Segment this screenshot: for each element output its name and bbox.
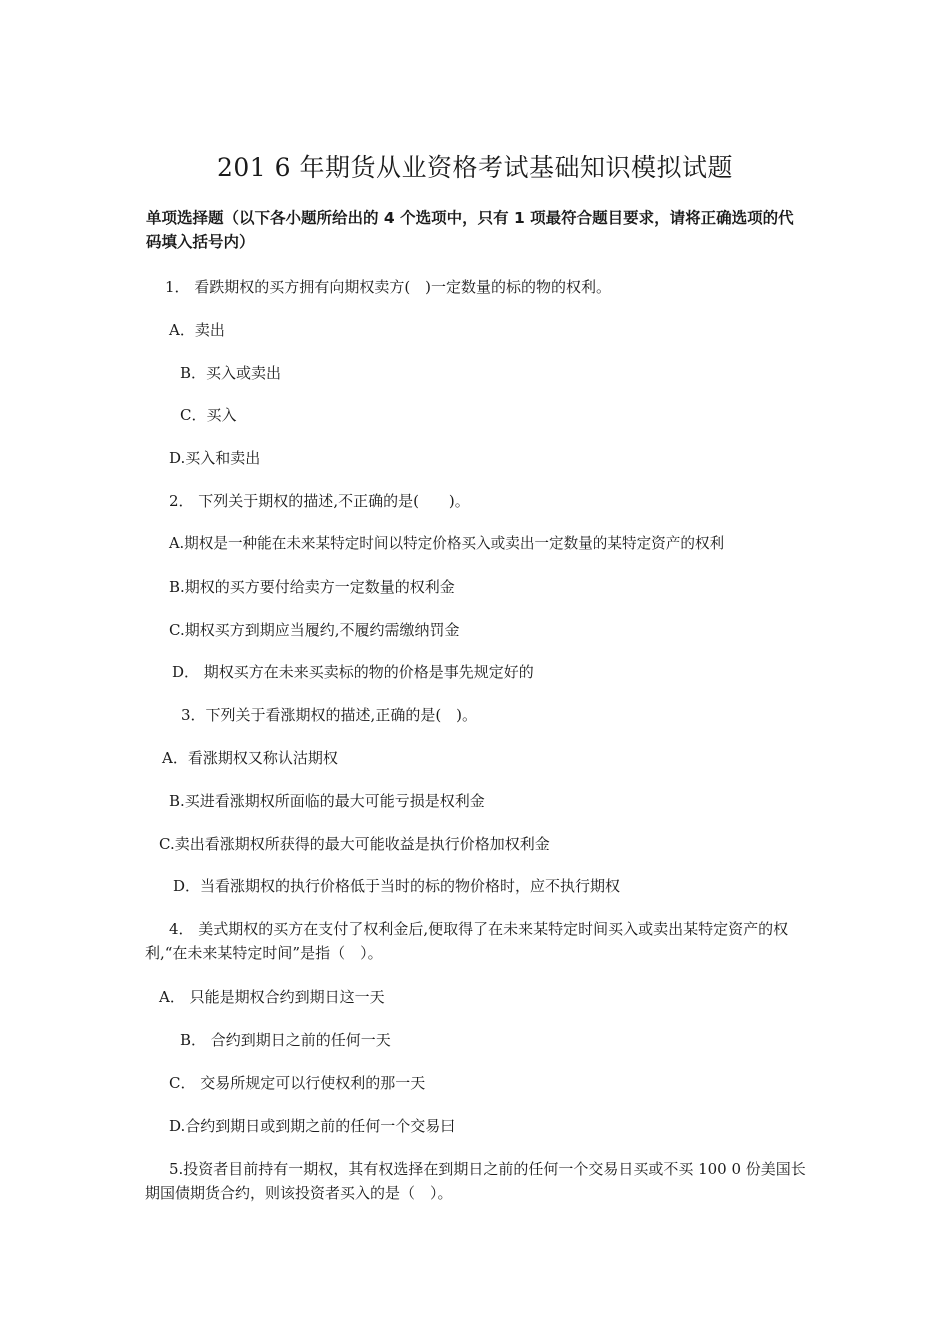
- question-4-option-a: A． 只能是期权合约到期日这一天: [159, 988, 385, 1006]
- question-2-option-c: C.期权买方到期应当履约,不履约需缴纳罚金: [169, 621, 460, 639]
- question-2: 2． 下列关于期权的描述,不正确的是( )。: [169, 492, 470, 510]
- question-4-option-b: B． 合约到期日之前的任何一天: [180, 1031, 391, 1049]
- question-5: 5.投资者目前持有一期权，其有权选择在到期日之前的任何一个交易日买或不买 100 0 份美国长期国债期货合约，则该投资者买入的是（ ）。: [145, 1160, 806, 1202]
- question-3-option-b: B.买进看涨期权所面临的最大可能亏损是权利金: [169, 792, 485, 810]
- question-1: 1． 看跌期权的买方拥有向期权卖方( )一定数量的标的物的权利。: [165, 278, 612, 296]
- question-3-option-c: C.卖出看涨期权所获得的最大可能收益是执行价格加权利金: [159, 835, 550, 853]
- section-heading: 单项选择题（以下各小题所给出的 4 个选项中，只有 1 项最符合题目要求，请将正确选项的代码填入括号内）: [146, 209, 794, 251]
- document-title: 201 6 年期货从业资格考试基础知识模拟试题: [216, 153, 734, 182]
- question-1-option-c: C．买入: [180, 406, 237, 424]
- question-3-option-d: D．当看涨期权的执行价格低于当时的标的物价格时，应不执行期权: [173, 877, 621, 895]
- question-2-option-d: D． 期权买方在未来买卖标的物的价格是事先规定好的: [172, 663, 534, 681]
- question-4: 4． 美式期权的买方在支付了权利金后,便取得了在未来某特定时间买入或卖出某特定资产的权利,“在未来某特定时间”是指（ ）。: [145, 920, 789, 962]
- question-1-option-b: B．买入或卖出: [180, 364, 282, 382]
- question-2-option-a: A.期权是一种能在未来某特定时间以特定价格买入或卖出一定数量的某特定资产的权利: [169, 535, 725, 552]
- question-3: 3．下列关于看涨期权的描述,正确的是( )。: [181, 706, 478, 724]
- question-1-option-d: D.买入和卖出: [169, 449, 261, 467]
- question-2-option-b: B.期权的买方要付给卖方一定数量的权利金: [169, 578, 455, 596]
- question-4-option-c: C． 交易所规定可以行使权利的那一天: [169, 1074, 426, 1092]
- question-4-option-d: D.合约到期日或到期之前的任何一个交易曰: [169, 1117, 456, 1135]
- question-1-option-a: A．卖出: [169, 321, 225, 339]
- question-3-option-a: A．看涨期权又称认沽期权: [162, 749, 338, 767]
